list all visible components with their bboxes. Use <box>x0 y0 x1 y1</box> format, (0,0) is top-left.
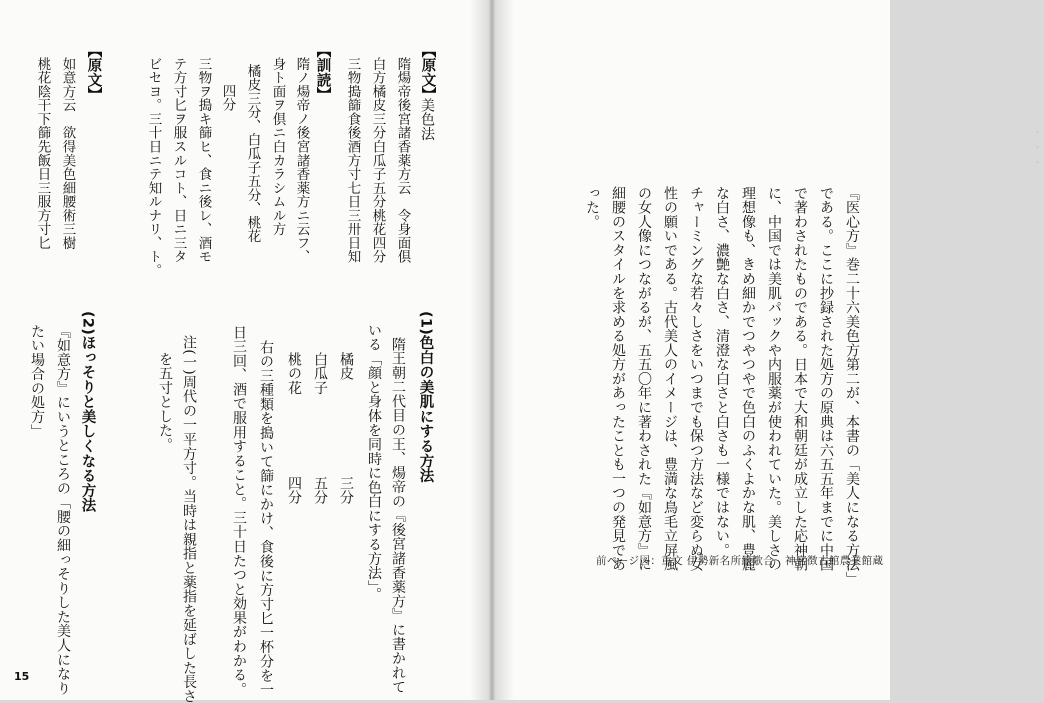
section-1-heading: (1)色白の美肌にする方法 <box>417 311 434 484</box>
ingredient-amount: 五分 <box>312 476 328 505</box>
body-line: 細腰のスタイルを求める処方があったことも一つの発見であ <box>610 186 626 572</box>
section-2-paragraph-line: 『如意方』にいうところの「腰の細っそりした美人になり <box>55 324 71 696</box>
kanbun-reading-line: 四分 <box>219 84 236 112</box>
body-line: の女人像につながるが、五五〇年に著わされた『如意方』に <box>636 186 652 572</box>
kanbun-title: 美色法 <box>419 98 435 141</box>
kanbun-original-line: 隋煬帝後宮諸香薬方云 令身面倶 <box>394 57 411 264</box>
original-text-label: 【原文】 <box>85 43 102 103</box>
body-line: に、中国では美肌パックや内服薬が使われていた。美しさの <box>766 186 782 572</box>
section-2-heading: (2)ほっそりと美しくなる方法 <box>79 311 96 513</box>
body-line: 性の願いである。古代美人のイメージは、豊満な鳥毛立屏風 <box>662 186 678 572</box>
kanbun-original-line: 白方橘皮三分白瓜子五分桃花四分 <box>369 57 386 264</box>
body-line: で著わされたものである。日本で大和朝廷が成立した応神朝 <box>792 186 808 572</box>
left-page <box>0 0 492 703</box>
ingredient-amount: 三分 <box>338 476 354 505</box>
ingredient-amount: 四分 <box>286 476 302 505</box>
kanbun-original-line: 桃花陰干下篩先飯日三服方寸匕 <box>34 57 51 250</box>
body-line: 理想像も、きめ細かでつやつやで色白のふくよかな肌、豊麗 <box>740 186 756 572</box>
directions-line: 日三回、酒で服用すること。三十日たつと効果がわかる。 <box>231 325 247 697</box>
body-line: な白さ、濃艶な白さ、清澄な白さと白さも一様ではない。 <box>714 186 730 558</box>
kanbun-reading-line: 橘皮三分、白瓜子五分、桃花 <box>244 64 261 244</box>
right-page <box>492 0 1041 700</box>
kanbun-reading-line: 身ト面ヲ倶ニ白カラシムル方 <box>269 57 286 237</box>
book-gutter <box>470 0 514 700</box>
reading-label: 【訓読】 <box>314 43 331 103</box>
body-line: った。 <box>584 186 600 229</box>
ingredient-name: 橘皮 <box>338 352 354 381</box>
show-through-mark: ﾞ ﾞ ﾞ <box>1036 132 1041 173</box>
ingredient-name: 桃の花 <box>286 352 302 395</box>
page-number: 15 <box>14 670 30 683</box>
kanbun-reading-line: テ方寸匕ヲ服スルコト、日ニ三タ <box>170 57 187 264</box>
kanbun-reading-line: ビセヨ。三十日ニテ知ルナリ、ト。 <box>145 57 162 278</box>
section-1-paragraph-line: 隋王朝二代目の王、煬帝の『後宮諸香薬方』に書かれて <box>390 337 406 694</box>
body-line: である。ここに抄録された処方の原典は六五五年までに中国 <box>818 186 834 572</box>
kanbun-reading-line: 隋ノ煬帝ノ後宮諸香薬方ニ云フ、 <box>293 57 310 264</box>
kanbun-original-line: 如意方云 欲得美色細腰術三樹 <box>59 57 76 250</box>
figure-caption: 前ページ図：重文 伊勢新名所絵歌合 神宮徴古館農業館蔵 <box>596 555 884 567</box>
directions-line: 右の三種類を搗いて篩にかけ、食後に方寸匕一杯分を一 <box>258 340 274 697</box>
note-line: 注(一)周代の一平方寸。当時は親指と薬指を延ばした長さ <box>181 335 197 703</box>
body-line: チャーミングな若々しさをいつまでも保つ方法など変らぬ女 <box>688 186 704 572</box>
note-line: を五寸とした。 <box>157 352 173 452</box>
section-1-paragraph-line: いる「顔と身体を同時に色白にする方法」。 <box>366 323 382 602</box>
kanbun-original-line: 三物搗篩食後酒方寸七日三卅日知 <box>344 57 361 264</box>
kanbun-reading-line: 三物ヲ搗キ篩ヒ、食ニ後レ、酒モ <box>195 57 212 264</box>
body-line: 『医心方』巻二十六美色方第二が、本書の「美人になる方法」 <box>844 186 860 586</box>
original-text-label: 【原文】 <box>419 43 436 103</box>
ingredient-name: 白瓜子 <box>312 352 328 395</box>
section-2-paragraph-line: たい場合の処方」 <box>29 324 45 439</box>
